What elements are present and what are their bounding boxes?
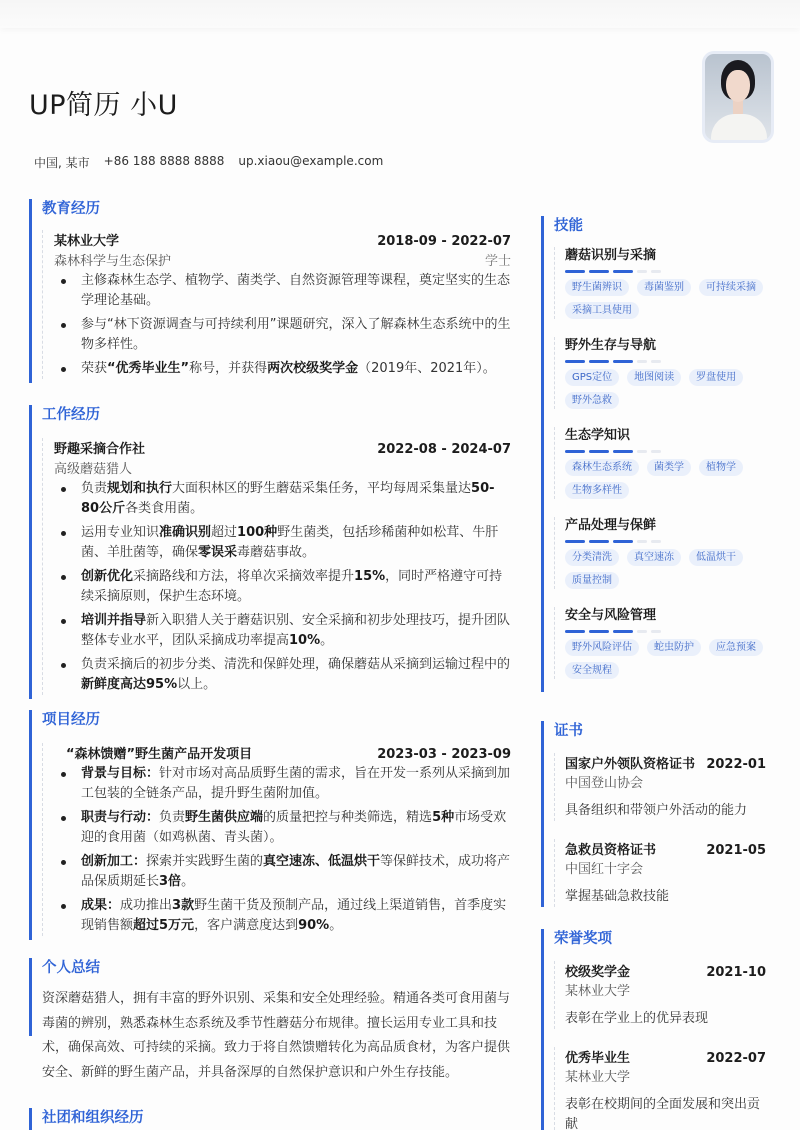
education-section xyxy=(29,199,511,383)
project-name: “森林馈赠”野生菌产品开发项目 xyxy=(66,747,253,762)
bullet-item: 创新加工：探索并实践野生菌的真空速冻、低温烘干等保鲜技术，成功将产品保质期延长3倍。 xyxy=(54,852,511,892)
entry-item xyxy=(554,961,766,1029)
skill-item xyxy=(554,337,781,409)
entry-item xyxy=(554,1047,766,1130)
certificates-section xyxy=(541,721,781,907)
work-bullets xyxy=(54,479,511,695)
skill-tag: 分类清洗 xyxy=(565,549,619,566)
entry-org: 某林业大学 xyxy=(565,1070,631,1085)
entry-date: 2022-07 xyxy=(706,1051,766,1066)
entry-org: 中国红十字会 xyxy=(565,862,644,877)
skill-tag: 生物多样性 xyxy=(565,482,629,499)
skill-tag: 安全规程 xyxy=(565,662,619,679)
skill-item xyxy=(554,517,781,589)
skill-tag: 蛇虫防护 xyxy=(647,639,701,656)
skill-name: 野外生存与导航 xyxy=(565,338,657,353)
skill-tag: 菌类学 xyxy=(647,459,691,476)
bullet-item: 荣获“优秀毕业生”称号，并获得两次校级奖学金（2019年、2021年）。 xyxy=(54,359,511,379)
entry-description: 表彰在校期间的全面发展和突出贡献 xyxy=(565,1097,761,1130)
project-section xyxy=(29,710,511,940)
entry-description: 具备组织和带领户外活动的能力 xyxy=(565,803,748,818)
skill-level-bar xyxy=(565,360,781,363)
summary-text: 资深蘑菇猎人，拥有丰富的野外识别、采集和安全处理经验。精通各类可食用菌与毒菌的辨别，熟悉森林生态系统及季节性蘑菇分布规律。擅长运用专业工具和技术，确保高效、可持续的采摘。致力于将自然馈赠转化为高品质食材，为客户提供安全、新鲜的野生菌产品，并具备深厚的自然保护意识和户外生存技能。 xyxy=(42,991,511,1080)
bullet-item: 背景与目标：针对市场对高品质野生菌的需求，旨在开发一系列从采摘到加工包装的全链条产品，提升野生菌附加值。 xyxy=(54,764,511,804)
skill-tag: 毒菌鉴别 xyxy=(637,279,691,296)
skill-tag: 森林生态系统 xyxy=(565,459,639,476)
skill-name: 安全与风险管理 xyxy=(565,608,657,623)
work-date: 2022-08 - 2024-07 xyxy=(377,442,511,457)
project-date: 2023-03 - 2023-09 xyxy=(377,747,511,762)
bullet-item: 主修森林生态学、植物学、菌类学、自然资源管理等课程，奠定坚实的生态学理论基础。 xyxy=(54,271,511,311)
summary-section xyxy=(29,958,511,1080)
entry-item xyxy=(554,753,766,821)
section-title: 个人总结 xyxy=(42,960,100,976)
bullet-item: 创新优化采摘路线和方法，将单次采摘效率提升15%，同时严格遵守可持续采摘原则，保护生态环境。 xyxy=(54,567,511,607)
bullet-item: 成果：成功推出3款野生菌干货及预制产品，通过线上渠道销售，首季度实现销售额超过5万元，客户满意度达到90%。 xyxy=(54,896,511,936)
education-bullets xyxy=(54,271,511,379)
email: up.xiaou@example.com xyxy=(238,154,384,168)
skill-level-bar xyxy=(565,540,781,543)
skill-tag: 采摘工具使用 xyxy=(565,302,639,319)
section-title: 社团和组织经历 xyxy=(42,1110,144,1126)
clubs-section xyxy=(29,1108,511,1130)
entry-date: 2021-10 xyxy=(706,965,766,980)
section-title: 技能 xyxy=(554,218,583,234)
skill-tag: 应急预案 xyxy=(709,639,763,656)
entry-org: 某林业大学 xyxy=(565,984,631,999)
entry-name: 国家户外领队资格证书 xyxy=(565,757,696,772)
skill-tag: 地图阅读 xyxy=(627,369,681,386)
phone: +86 188 8888 8888 xyxy=(103,154,225,168)
avatar xyxy=(702,51,774,143)
entry-name: 急救员资格证书 xyxy=(565,843,657,858)
candidate-name: UP简历 小U xyxy=(29,90,178,121)
bullet-item: 负责规划和执行大面积林区的野生蘑菇采集任务，平均每周采集量达50-80公斤各类食用菌。 xyxy=(54,479,511,519)
skill-item xyxy=(554,247,781,319)
location: 中国, 某市 xyxy=(34,156,90,170)
section-title: 证书 xyxy=(554,723,583,739)
bullet-item: 培训并指导新入职猎人关于蘑菇识别、安全采摘和初步处理技巧，提升团队整体专业水平，团队采摘成功率提高10%。 xyxy=(54,611,511,651)
entry-date: 2021-05 xyxy=(706,843,766,858)
bullet-item: 运用专业知识准确识别超过100种野生菌类，包括珍稀菌种如松茸、牛肝菌、羊肚菌等，确保零误采毒蘑菇事故。 xyxy=(54,523,511,563)
skill-tag: 植物学 xyxy=(699,459,743,476)
entry-description: 表彰在学业上的优异表现 xyxy=(565,1011,709,1026)
skill-level-bar xyxy=(565,270,781,273)
skill-name: 生态学知识 xyxy=(565,428,631,443)
job-role: 高级蘑菇猎人 xyxy=(54,462,133,477)
skill-tag: 野外风险评估 xyxy=(565,639,639,656)
bullet-item: 职责与行动：负责野生菌供应端的质量把控与种类筛选，精选5种市场受欢迎的食用菌（如鸡枞菌、青头菌）。 xyxy=(54,808,511,848)
skill-name: 产品处理与保鲜 xyxy=(565,518,657,533)
bullet-item: 负责采摘后的初步分类、清洗和保鲜处理，确保蘑菇从采摘到运输过程中的新鲜度高达95%以上。 xyxy=(54,655,511,695)
skill-tag: GPS定位 xyxy=(565,369,619,386)
entry-item xyxy=(554,839,766,907)
entry-org: 中国登山协会 xyxy=(565,776,644,791)
skill-name: 蘑菇识别与采摘 xyxy=(565,248,657,263)
top-bar xyxy=(0,0,800,28)
company-name: 野趣采摘合作社 xyxy=(54,442,146,457)
skill-level-bar xyxy=(565,630,781,633)
section-title: 项目经历 xyxy=(42,712,100,728)
bullet-item: 参与“林下资源调查与可持续利用”课题研究，深入了解森林生态系统中的生物多样性。 xyxy=(54,315,511,355)
entry-name: 优秀毕业生 xyxy=(565,1051,631,1066)
section-title: 教育经历 xyxy=(42,201,100,217)
entry-description: 掌握基础急救技能 xyxy=(565,889,670,904)
skill-tag: 野生菌辨识 xyxy=(565,279,629,296)
skill-item xyxy=(554,427,781,499)
section-title: 荣誉奖项 xyxy=(554,931,612,947)
skills-section xyxy=(541,216,781,692)
skill-tag: 罗盘使用 xyxy=(689,369,743,386)
skill-tag: 真空速冻 xyxy=(627,549,681,566)
education-date: 2018-09 - 2022-07 xyxy=(377,234,511,249)
section-title: 工作经历 xyxy=(42,407,100,423)
degree: 学士 xyxy=(484,254,511,269)
major: 森林科学与生态保护 xyxy=(54,254,172,269)
contact-info xyxy=(34,154,383,171)
skill-tag: 质量控制 xyxy=(565,572,619,589)
awards-section xyxy=(541,929,781,1130)
skill-tag: 野外急救 xyxy=(565,392,619,409)
skill-tag: 可持续采摘 xyxy=(699,279,763,296)
skill-level-bar xyxy=(565,450,781,453)
profile-photo xyxy=(705,54,771,140)
entry-date: 2022-01 xyxy=(706,757,766,772)
school-name: 某林业大学 xyxy=(54,234,120,249)
skill-item xyxy=(554,607,781,679)
work-section xyxy=(29,405,511,699)
entry-name: 校级奖学金 xyxy=(565,965,631,980)
skill-tag: 低温烘干 xyxy=(689,549,743,566)
project-bullets xyxy=(54,764,511,936)
